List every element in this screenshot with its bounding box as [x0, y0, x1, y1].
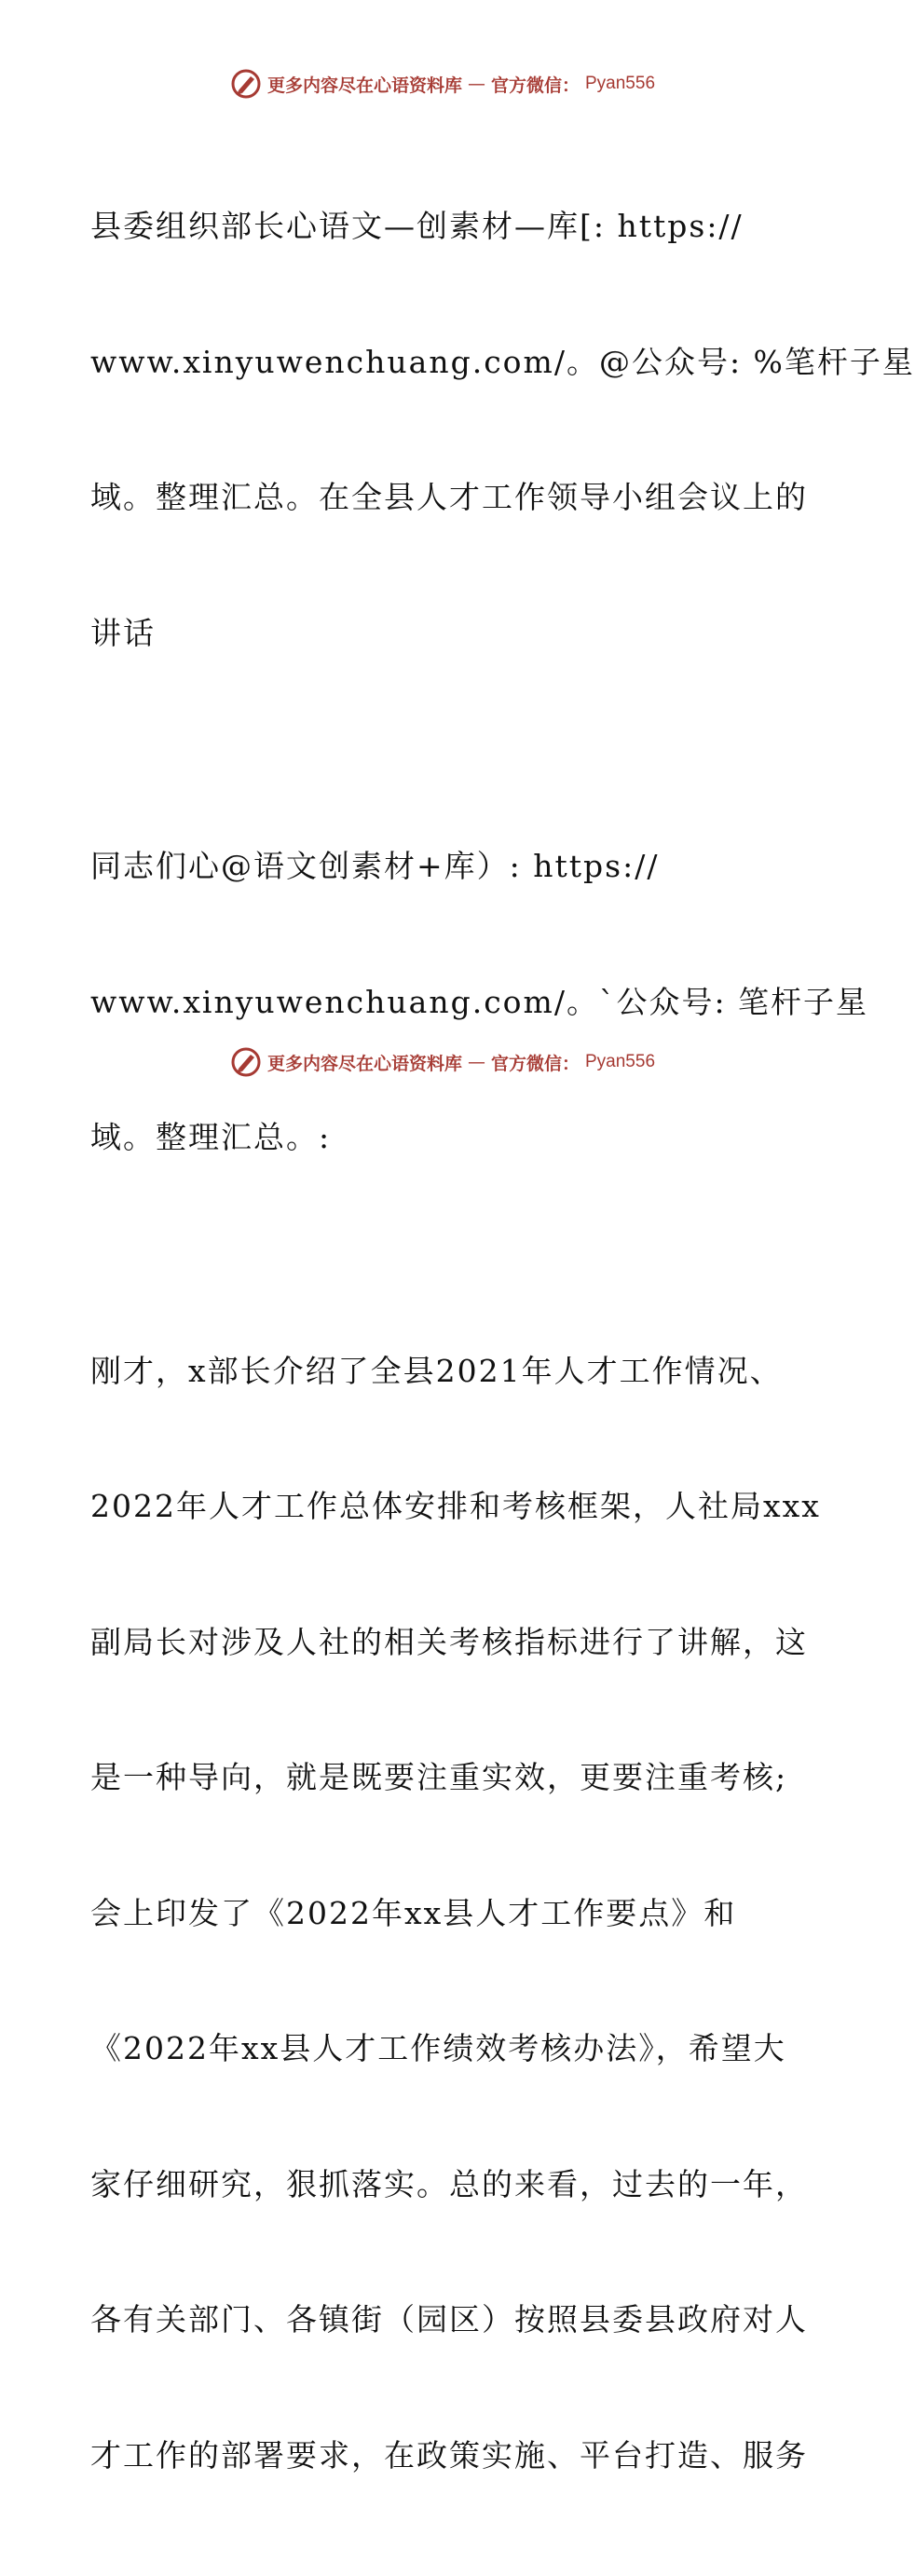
- banner-label: 官方微信：: [490, 75, 580, 96]
- text-line: 各有关部门、各镇街（园区）按照县委县政府对人: [90, 2301, 808, 2337]
- paragraph: [90, 1259, 821, 2569]
- footer-banner: [0, 1043, 885, 1081]
- text-line: www.xinyuwenchuang.com/。`公众号: 笔杆子星: [90, 983, 869, 1020]
- text-line: 域。整理汇总。:: [90, 1119, 332, 1155]
- text-line: 2022年人才工作总体安排和考核框架，人社局xxx: [90, 1488, 821, 1524]
- text-line: 《2022年xx县人才工作绩效考核办法》，希望大: [90, 2030, 786, 2066]
- header-banner: [0, 65, 885, 102]
- text-line: 讲话: [90, 614, 156, 651]
- paragraph: [90, 754, 869, 1251]
- text-line: www.xinyuwenchuang.com/。@公众号: %笔杆子星: [90, 343, 915, 380]
- text-line: 刚才，x部长介绍了全县2021年人才工作情况、: [90, 1352, 783, 1389]
- banner-separator: —: [467, 74, 485, 94]
- text-line: 同志们心@语文创素材+库）: https://: [90, 848, 660, 884]
- banner-label: 官方微信：: [490, 1053, 580, 1074]
- text-line: 才工作的部署要求，在政策实施、平台打造、服务: [90, 2436, 808, 2474]
- text-line: 域。整理汇总。在全县人才工作领导小组会议上的: [90, 479, 808, 515]
- text-line: 副局长对涉及人社的相关考核指标进行了讲解，这: [90, 1623, 808, 1660]
- text-line: 县委组织部长心语文—创素材—库[: https://: [90, 208, 744, 244]
- banner-separator: —: [467, 1052, 485, 1072]
- banner-title: 更多内容尽在心语资料库: [266, 75, 462, 96]
- text-line: 会上印发了《2022年xx县人才工作要点》和: [90, 1894, 737, 1931]
- text-line: 是一种导向，就是既要注重实效，更要注重考核;: [90, 1759, 788, 1795]
- banner-wechat-id: Pyan556: [585, 1052, 656, 1071]
- brand-logo-icon: [230, 1046, 262, 1078]
- brand-logo-icon: [230, 68, 262, 100]
- banner-title: 更多内容尽在心语资料库: [266, 1053, 462, 1074]
- paragraph: [90, 114, 915, 746]
- text-line: 家仔细研究，狠抓落实。总的来看，过去的一年，: [90, 2165, 808, 2202]
- banner-wechat-id: Pyan556: [585, 74, 656, 93]
- document-body: [90, 114, 915, 2576]
